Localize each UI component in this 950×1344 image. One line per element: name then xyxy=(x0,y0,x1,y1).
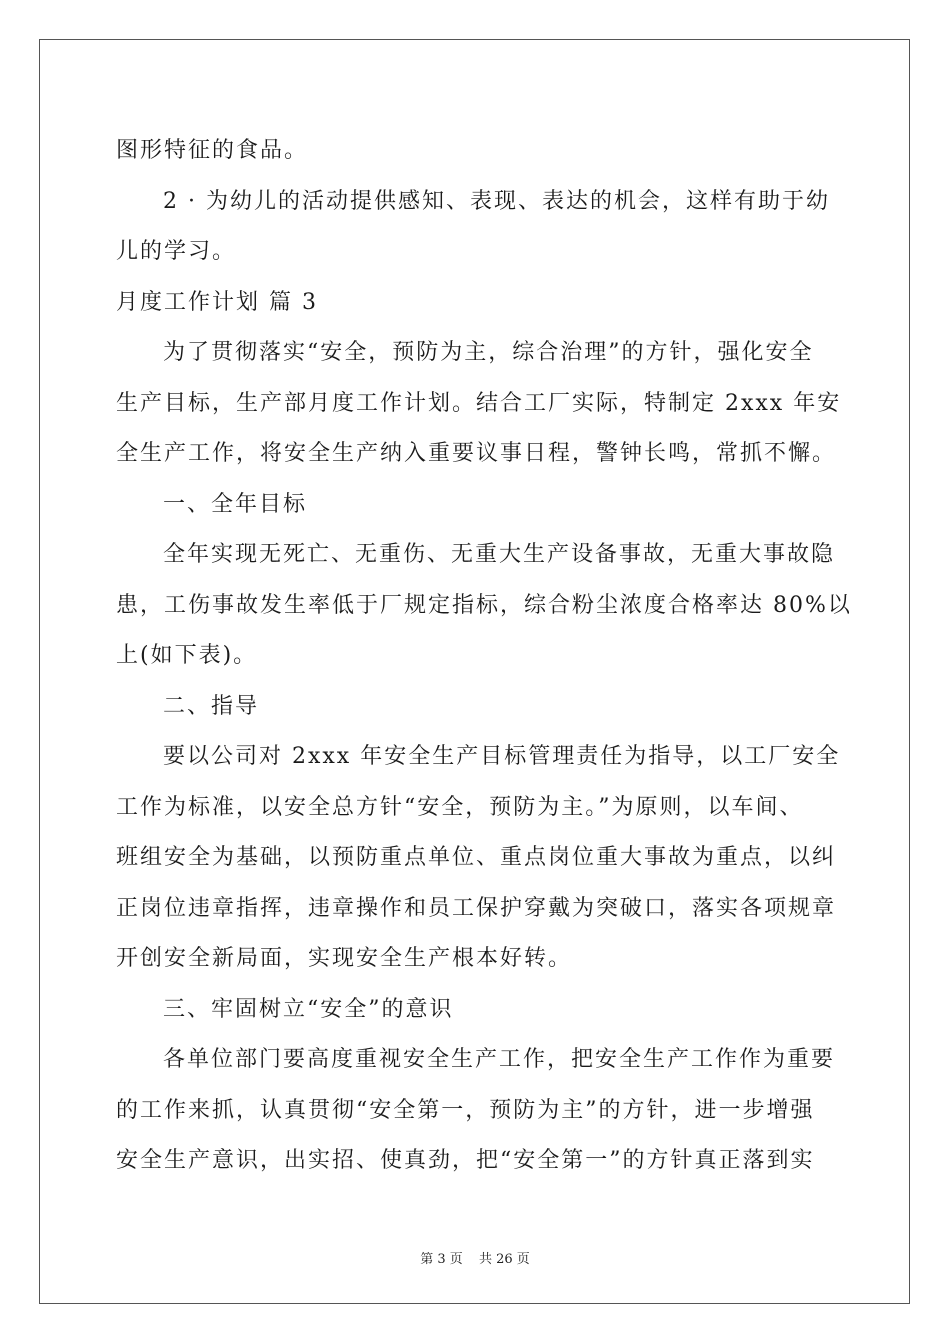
document-body xyxy=(116,126,852,1187)
subheading: 三、牢固树立“安全”的意识 xyxy=(163,996,454,1022)
text-line: 班组安全为基础，以预防重点单位、重点岗位重大事故为重点，以纠 xyxy=(116,845,837,870)
text-line: 各单位部门要高度重视安全生产工作，把安全生产工作作为重要 xyxy=(163,1047,836,1072)
text-line: 生产目标，生产部月度工作计划。结合工厂实际，特制定 2xxx 年安 xyxy=(116,390,842,416)
page-number: 第 3 页 xyxy=(420,1252,463,1267)
text-line: 工作为标准，以安全总方针“安全，预防为主。”为原则，以车间、 xyxy=(116,794,804,820)
text-line: 儿的学习。 xyxy=(116,239,237,264)
total-pages: 共 26 页 xyxy=(478,1252,530,1267)
text-line: 的工作来抓，认真贯彻“安全第一，预防为主”的方针，进一步增强 xyxy=(116,1097,815,1123)
text-line: 全生产工作，将安全生产纳入重要议事日程，警钟长鸣，常抓不懈。 xyxy=(116,441,837,466)
text-line: 2 · 为幼儿的活动提供感知、表现、表达的机会，这样有助于幼 xyxy=(163,188,830,214)
subheading: 二、指导 xyxy=(163,693,260,719)
text-line: 上(如下表)。 xyxy=(116,643,258,668)
section-heading: 月度工作计划 篇 3 xyxy=(116,289,318,315)
text-line: 安全生产意识，出实招、使真劲，把“安全第一”的方针真正落到实 xyxy=(116,1148,815,1173)
text-line: 正岗位违章指挥，违章操作和员工保护穿戴为突破口，落实各项规章 xyxy=(116,895,837,921)
text-line: 开创安全新局面，实现安全生产根本好转。 xyxy=(116,946,573,971)
subheading: 一、全年目标 xyxy=(163,491,308,517)
text-line: 患，工伤事故发生率低于厂规定指标，综合粉尘浓度合格率达 80%以 xyxy=(116,592,852,618)
text-line: 图形特征的食品。 xyxy=(116,138,309,163)
text-line: 为了贯彻落实“安全，预防为主，综合治理”的方针，强化安全 xyxy=(163,340,814,365)
text-line: 要以公司对 2xxx 年安全生产目标管理责任为指导，以工厂安全 xyxy=(163,744,841,769)
text-line: 全年实现无死亡、无重伤、无重大生产设备事故，无重大事故隐 xyxy=(163,542,836,567)
page-footer xyxy=(0,1248,950,1267)
